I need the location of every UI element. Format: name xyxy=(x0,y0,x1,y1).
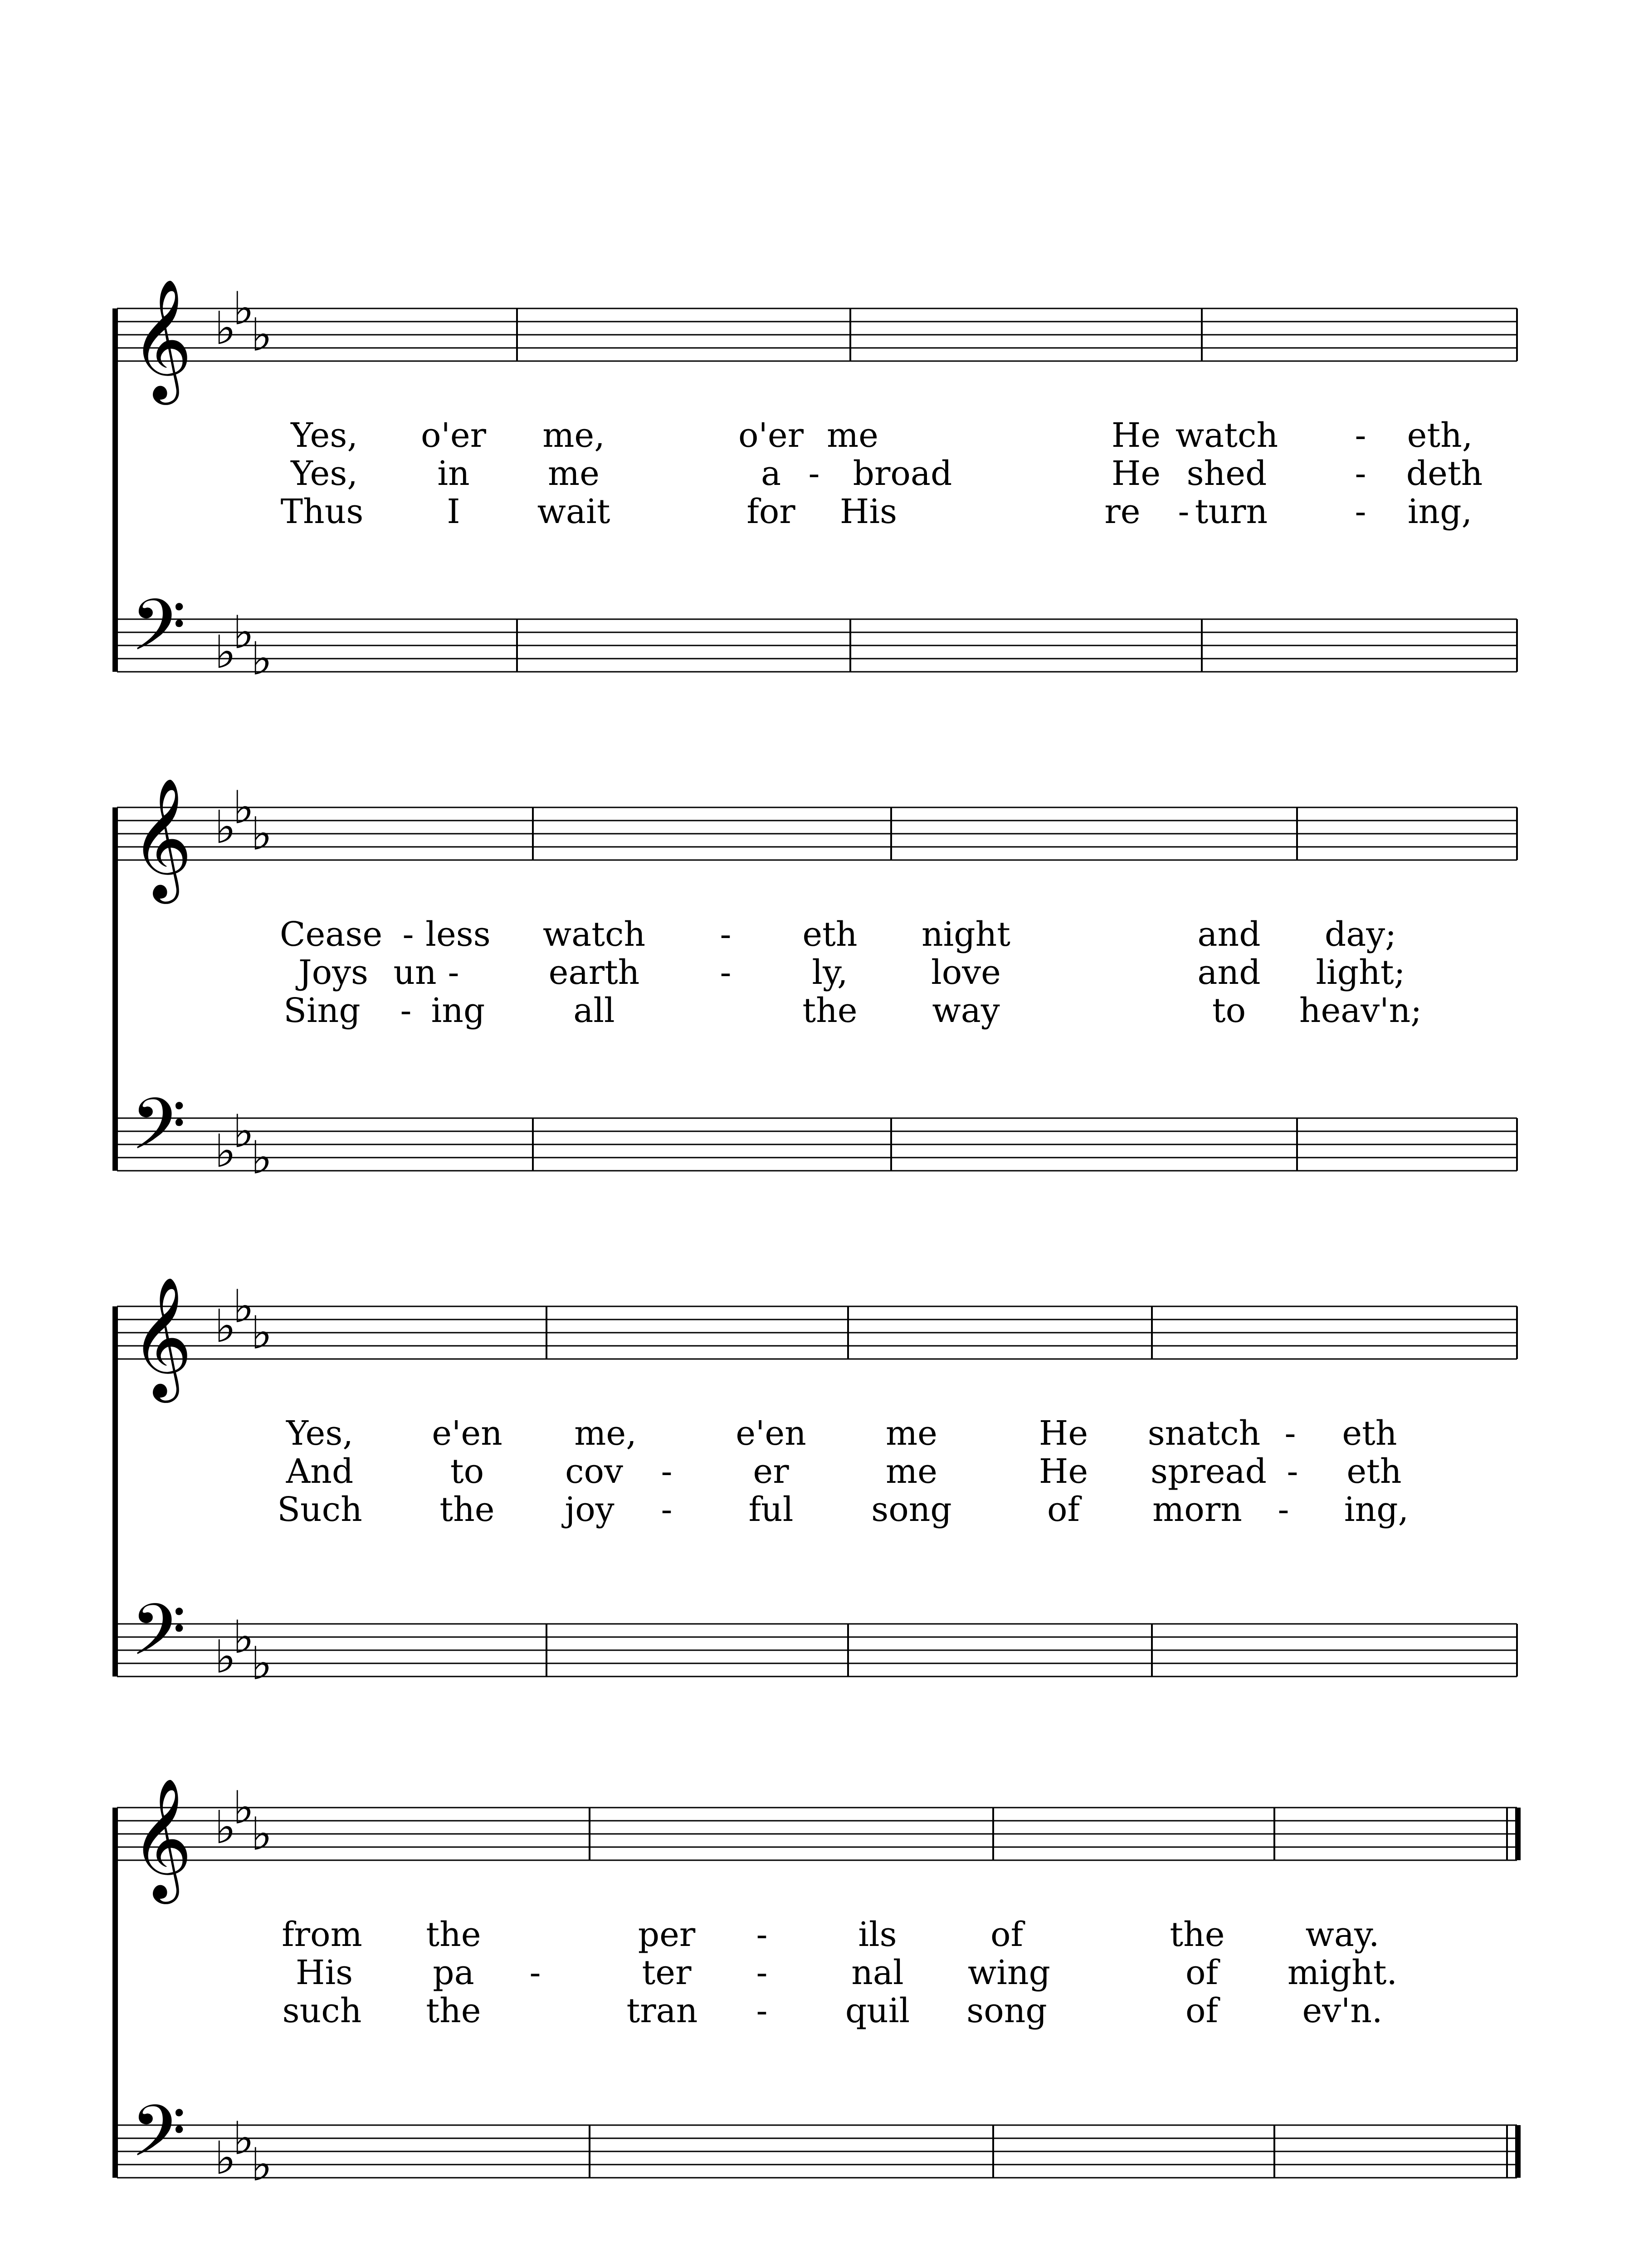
svg-text:♭: ♭ xyxy=(233,2112,254,2165)
final-barline xyxy=(1506,2125,1508,2178)
lyric-hyphen: - xyxy=(529,1953,541,1992)
lyric-syllable: broad xyxy=(853,454,952,493)
svg-text:♭: ♭ xyxy=(251,1637,273,1690)
lyric-syllable: wait xyxy=(537,492,610,531)
lyric-syllable: of xyxy=(990,1915,1023,1954)
svg-text:♭: ♭ xyxy=(251,632,273,685)
lyric-syllable: night xyxy=(921,915,1011,954)
lyric-syllable: He xyxy=(1111,416,1161,455)
lyric-syllable: watch xyxy=(542,915,646,954)
lyric-syllable: e'en xyxy=(736,1414,806,1453)
lyric-syllable: eth xyxy=(802,915,858,954)
svg-text:♭: ♭ xyxy=(233,1610,254,1664)
lyric-syllable: to xyxy=(450,1452,484,1491)
svg-text:♭: ♭ xyxy=(251,807,273,860)
lyric-syllable: me xyxy=(886,1452,937,1491)
treble-clef-icon: 𝄞 xyxy=(131,777,192,899)
lyric-syllable: such xyxy=(282,1991,362,2030)
system-bracket xyxy=(112,308,118,672)
lyric-syllable: His xyxy=(839,492,897,531)
lyric-syllable: way xyxy=(932,991,1000,1030)
lyric-syllable: way. xyxy=(1305,1915,1380,1954)
svg-text:♭: ♭ xyxy=(251,1807,273,1861)
lyric-hyphen: - xyxy=(1355,454,1366,493)
svg-text:♭: ♭ xyxy=(233,606,254,659)
system-bracket xyxy=(112,807,118,1171)
lyric-syllable: nal xyxy=(851,1953,904,1992)
lyric-syllable: tran xyxy=(626,1991,698,2030)
lyric-syllable: turn xyxy=(1195,492,1268,531)
lyric-syllable: Cease xyxy=(279,915,383,954)
lyric-syllable: the xyxy=(439,1490,495,1529)
lyric-syllable: I xyxy=(447,492,460,531)
lyric-syllable: Yes, xyxy=(286,1414,353,1453)
lyric-syllable: Such xyxy=(277,1490,362,1529)
bass-clef-icon: 𝄢 xyxy=(131,1589,186,1689)
lyric-hyphen: - xyxy=(1287,1452,1298,1491)
bass-clef-icon: 𝄢 xyxy=(131,2090,186,2190)
lyric-syllable: o'er xyxy=(420,416,487,455)
lyric-syllable: snatch xyxy=(1147,1414,1261,1453)
lyric-hyphen: - xyxy=(1278,1490,1289,1529)
svg-text:♭: ♭ xyxy=(251,2138,273,2191)
lyric-syllable: shed xyxy=(1186,454,1267,493)
lyric-syllable: And xyxy=(286,1452,354,1491)
svg-text:♭: ♭ xyxy=(215,1124,236,1178)
lyric-hyphen: - xyxy=(720,915,732,954)
lyric-syllable: Yes, xyxy=(291,454,358,493)
lyric-hyphen: - xyxy=(402,915,414,954)
lyric-syllable: song xyxy=(966,1991,1047,2030)
lyric-syllable: un xyxy=(393,953,437,992)
svg-text:♭: ♭ xyxy=(215,801,236,854)
lyric-hyphen: - xyxy=(808,454,820,493)
lyric-syllable: o'er xyxy=(738,416,804,455)
lyric-syllable: earth xyxy=(548,953,640,992)
lyric-syllable: and xyxy=(1197,915,1261,954)
lyric-syllable: the xyxy=(426,1915,481,1954)
lyric-syllable: of xyxy=(1047,1490,1080,1529)
lyric-syllable: watch xyxy=(1175,416,1278,455)
lyric-syllable: for xyxy=(746,492,795,531)
lyric-syllable: Joys xyxy=(298,953,368,992)
lyric-syllable: the xyxy=(1170,1915,1225,1954)
svg-text:♭: ♭ xyxy=(251,1306,273,1359)
lyric-syllable: His xyxy=(295,1953,353,1992)
lyric-syllable: wing xyxy=(967,1953,1051,1992)
lyric-syllable: and xyxy=(1197,953,1261,992)
lyric-syllable: heav'n; xyxy=(1299,991,1422,1030)
lyric-syllable: per xyxy=(638,1915,696,1954)
lyric-syllable: eth xyxy=(1346,1452,1402,1491)
lyric-hyphen: - xyxy=(661,1490,673,1529)
treble-clef-icon: 𝄞 xyxy=(131,279,192,400)
lyric-syllable: ly, xyxy=(812,953,848,992)
lyric-syllable: re xyxy=(1104,492,1141,531)
lyric-syllable: ing, xyxy=(1407,492,1473,531)
lyric-syllable: pa xyxy=(433,1953,474,1992)
bass-clef-icon: 𝄢 xyxy=(131,584,186,684)
lyric-syllable: love xyxy=(931,953,1001,992)
lyric-syllable: quil xyxy=(845,1991,910,2030)
lyric-syllable: deth xyxy=(1406,454,1483,493)
lyric-syllable: the xyxy=(802,991,858,1030)
svg-text:♭: ♭ xyxy=(233,1105,254,1158)
lyric-syllable: might. xyxy=(1287,1953,1398,1992)
lyric-syllable: er xyxy=(753,1452,789,1491)
lyric-syllable: ing, xyxy=(1344,1490,1409,1529)
svg-text:♭: ♭ xyxy=(233,781,254,834)
svg-text:♭: ♭ xyxy=(233,282,254,335)
bass-clef-icon: 𝄢 xyxy=(131,1083,186,1183)
lyric-hyphen: - xyxy=(1284,1414,1296,1453)
final-barline xyxy=(1515,1808,1521,1860)
lyric-syllable: in xyxy=(437,454,470,493)
lyric-syllable: me xyxy=(827,416,878,455)
svg-text:♭: ♭ xyxy=(215,626,236,679)
lyric-syllable: joy xyxy=(565,1490,615,1529)
lyric-syllable: ils xyxy=(858,1915,897,1954)
lyric-verse-1 xyxy=(280,915,1396,954)
lyric-syllable: eth xyxy=(1342,1414,1397,1453)
lyric-syllable: e'en xyxy=(432,1414,502,1453)
lyric-hyphen: - xyxy=(1355,492,1366,531)
treble-clef-icon: 𝄞 xyxy=(131,1778,192,1899)
lyric-syllable: eth, xyxy=(1407,416,1473,455)
lyric-syllable: light; xyxy=(1316,953,1405,992)
system-bracket xyxy=(112,1808,118,2178)
svg-text:♭: ♭ xyxy=(215,302,236,355)
final-barline xyxy=(1515,2125,1521,2178)
lyric-syllable: He xyxy=(1039,1414,1088,1453)
lyric-hyphen: - xyxy=(661,1452,673,1491)
lyric-syllable: less xyxy=(425,915,491,954)
lyric-syllable: of xyxy=(1185,1991,1218,2030)
final-barline xyxy=(1506,1808,1508,1860)
lyric-hyphen: - xyxy=(756,1915,768,1954)
lyric-hyphen: - xyxy=(448,953,459,992)
lyric-hyphen: - xyxy=(756,1991,768,2030)
svg-text:♭: ♭ xyxy=(215,1801,236,1854)
svg-text:♭: ♭ xyxy=(215,2131,236,2185)
lyric-syllable: Yes, xyxy=(291,416,358,455)
svg-text:♭: ♭ xyxy=(251,308,273,362)
lyric-syllable: He xyxy=(1039,1452,1088,1491)
svg-text:♭: ♭ xyxy=(233,1781,254,1834)
lyric-syllable: morn xyxy=(1152,1490,1242,1529)
system-bracket xyxy=(112,1306,118,1677)
lyric-hyphen: - xyxy=(1178,492,1190,531)
lyric-syllable: to xyxy=(1212,991,1246,1030)
lyric-syllable: ful xyxy=(748,1490,794,1529)
svg-text:♭: ♭ xyxy=(215,1300,236,1353)
lyric-hyphen: - xyxy=(756,1953,768,1992)
lyric-syllable: me, xyxy=(574,1414,637,1453)
svg-text:♭: ♭ xyxy=(233,1280,254,1333)
lyric-syllable: He xyxy=(1111,454,1161,493)
lyric-hyphen: - xyxy=(1355,416,1366,455)
lyric-syllable: day; xyxy=(1324,915,1397,954)
lyric-syllable: the xyxy=(426,1991,481,2030)
lyric-syllable: Thus xyxy=(280,492,364,531)
lyric-syllable: spread xyxy=(1150,1452,1267,1491)
svg-text:♭: ♭ xyxy=(215,1630,236,1683)
lyric-syllable: me xyxy=(886,1414,937,1453)
lyric-syllable: from xyxy=(282,1915,362,1954)
lyric-syllable: me xyxy=(548,454,600,493)
lyric-syllable: cov xyxy=(565,1452,623,1491)
lyric-syllable: ter xyxy=(642,1953,692,1992)
lyric-syllable: of xyxy=(1185,1953,1218,1992)
lyric-syllable: Sing xyxy=(283,991,361,1030)
lyric-hyphen: - xyxy=(720,953,732,992)
lyric-syllable: ing xyxy=(431,991,485,1030)
lyric-syllable: me, xyxy=(542,416,605,455)
treble-clef-icon: 𝄞 xyxy=(131,1276,192,1398)
lyric-syllable: a xyxy=(761,454,781,493)
lyric-hyphen: - xyxy=(400,991,412,1030)
svg-text:♭: ♭ xyxy=(251,1131,273,1184)
lyric-syllable: ev'n. xyxy=(1302,1991,1383,2030)
lyric-syllable: all xyxy=(573,991,615,1030)
lyric-syllable: song xyxy=(871,1490,952,1529)
